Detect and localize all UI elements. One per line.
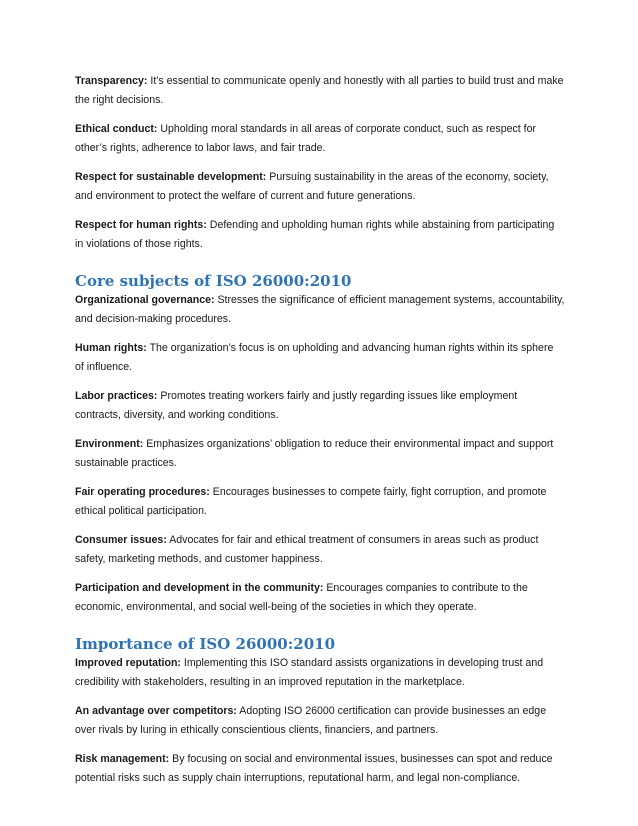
description: Adopting ISO 26000 certification can provide businesses an edge over rivals by luring in ethically conscientious clients, financiers, and partners.: [75, 705, 547, 736]
core-subject-fair-operating: [75, 483, 565, 520]
term: Respect for human rights:: [75, 219, 207, 231]
importance-reputation: [75, 654, 565, 691]
core-subject-human-rights: [75, 339, 565, 376]
principle-transparency: [75, 72, 565, 109]
term: Participation and development in the community:: [75, 582, 324, 594]
term: Human rights:: [75, 342, 147, 354]
core-subject-labor-practices: [75, 387, 565, 424]
core-subject-community: [75, 579, 565, 616]
core-subject-consumer-issues: [75, 531, 565, 568]
description: Upholding moral standards in all areas of corporate conduct, such as respect for other’s rights, adherence to labor laws, and fair trade.: [75, 123, 537, 154]
core-subject-environment: [75, 435, 565, 472]
description: Implementing this ISO standard assists organizations in developing trust and credibility with stakeholders, resulting in an improved reputation in the marketplace.: [75, 657, 544, 688]
term: Fair operating procedures:: [75, 486, 210, 498]
principle-sustainable-development: [75, 168, 565, 205]
term: Ethical conduct:: [75, 123, 158, 135]
description: By focusing on social and environmental issues, businesses can spot and reduce potential risks such as supply chain interruptions, reputational harm, and legal non-compliance.: [75, 753, 553, 784]
core-subject-governance: [75, 291, 565, 328]
term: Organizational governance:: [75, 294, 215, 306]
term: Respect for sustainable development:: [75, 171, 267, 183]
principle-human-rights: [75, 216, 565, 253]
description: Emphasizes organizations’ obligation to reduce their environmental impact and support sustainable practices.: [75, 438, 554, 469]
term: Improved reputation:: [75, 657, 181, 669]
document-page: [75, 72, 565, 798]
term: Environment:: [75, 438, 144, 450]
section-heading-importance: Importance of ISO 26000:2010: [75, 635, 336, 653]
description: Encourages companies to contribute to the economic, environmental, and social well-being of the societies in which they operate.: [75, 582, 528, 613]
description: Encourages businesses to compete fairly, fight corruption, and promote ethical political participation.: [75, 486, 547, 517]
term: Labor practices:: [75, 390, 158, 402]
term: Risk management:: [75, 753, 170, 765]
description: Stresses the significance of efficient management systems, accountability, and decision-making procedures.: [75, 294, 565, 325]
section-heading-core-subjects: Core subjects of ISO 26000:2010: [75, 272, 352, 290]
description: Pursuing sustainability in the areas of the economy, society, and environment to protect the welfare of current and future generations.: [75, 171, 549, 202]
importance-competitive-advantage: [75, 702, 565, 739]
description: Advocates for fair and ethical treatment of consumers in areas such as product safety, marketing methods, and customer happiness.: [75, 534, 539, 565]
description: It’s essential to communicate openly and honestly with all parties to build trust and make the right decisions.: [75, 75, 564, 106]
term: Consumer issues:: [75, 534, 167, 546]
term: Transparency:: [75, 75, 148, 87]
importance-risk-management: [75, 750, 565, 787]
description: Defending and upholding human rights while abstaining from participating in violations of those rights.: [75, 219, 555, 250]
principle-ethical-conduct: [75, 120, 565, 157]
description: The organization’s focus is on upholding and advancing human rights within its sphere of influence.: [75, 342, 554, 373]
term: An advantage over competitors:: [75, 705, 237, 717]
description: Promotes treating workers fairly and justly regarding issues like employment contracts, diversity, and working conditions.: [75, 390, 518, 421]
